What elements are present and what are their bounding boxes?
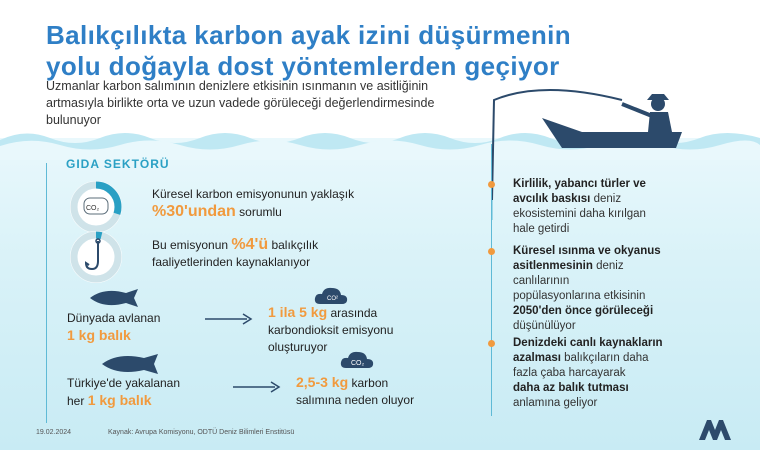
footer-source: Kaynak: Avrupa Komisyonu, ODTÜ Deniz Bilimleri Enstitüsü (108, 429, 295, 436)
stat1-highlight: %30'undan (152, 203, 236, 220)
arrow-icon (205, 312, 255, 326)
cloud-label-1: CO² (327, 296, 338, 302)
bullet-dot-2 (488, 248, 495, 255)
cloud-label-2: CO₂ (351, 360, 365, 367)
right2-rest1: deniz (596, 260, 624, 272)
aa-logo-icon (697, 416, 731, 442)
section-label: GIDA SEKTÖRÜ (66, 157, 170, 171)
stat2-text (152, 236, 318, 271)
left-divider (46, 163, 47, 423)
fish-icon-2 (98, 352, 168, 376)
right2-bold3: 2050'den önce görüleceği (513, 305, 654, 317)
footer-date: 19.02.2024 (36, 429, 72, 436)
right2-rest4: düşünülüyor (513, 320, 576, 332)
right3-bold1: Denizdeki canlı kaynakların (513, 337, 663, 349)
world-result-pre: arasında (330, 306, 378, 320)
right3-rest1: balıkçıların daha (564, 352, 649, 364)
world-line1: Dünyada avlanan (67, 311, 161, 325)
world-result-highlight: 1 ila 5 kg (268, 304, 328, 320)
turkey-text (67, 375, 180, 410)
world-line2: 1 kg balık (67, 327, 131, 343)
right-item-2 (513, 244, 708, 334)
stat2-highlight: %4'ü (231, 236, 269, 253)
hook-donut-chart (66, 227, 126, 287)
stat1-post: sorumlu (239, 205, 282, 219)
co2-icon-label: CO₂ (86, 205, 100, 212)
right-item-3 (513, 336, 708, 411)
turkey-line2-highlight: 1 kg balık (87, 392, 152, 408)
right2-bold2: asitlenmesinin (513, 260, 593, 272)
right1-rest1: deniz (593, 193, 622, 205)
right2-rest3: popülasyonlarına etkisinin (513, 290, 646, 302)
right2-rest2: canlılarının (513, 275, 570, 287)
right3-bold3: daha az balık tutması (513, 382, 629, 394)
right1-bold2: avcılık baskısı (513, 193, 591, 205)
right3-rest2: fazla çaba harcayarak (513, 367, 626, 379)
right1-rest3: hale getirdi (513, 223, 570, 235)
world-result3: oluşturuyor (268, 340, 328, 354)
title-line-2: yolu doğayla dost yöntemlerden geçiyor (46, 51, 560, 81)
stat2-pre: Bu emisyonun (152, 238, 229, 252)
stat1-text (152, 186, 354, 221)
turkey-line1: Türkiye'de yakalanan (67, 376, 181, 390)
right1-bold1: Kirlilik, yabancı türler ve (513, 178, 646, 190)
fish-icon (86, 287, 146, 309)
title-line-1: Balıkçılıkta karbon ayak izini düşürmenin (46, 20, 572, 50)
world-text (67, 310, 160, 345)
turkey-result-post: karbon (351, 376, 389, 390)
stat2-post1: balıkçılık (271, 238, 319, 252)
turkey-result (296, 374, 414, 409)
arrow-icon-2 (233, 380, 283, 394)
stat1-pre: Küresel karbon emisyonunun yaklaşık (152, 187, 355, 201)
bullet-dot-3 (488, 340, 495, 347)
right3-rest3: anlamına geliyor (513, 397, 598, 409)
turkey-result-highlight: 2,5-3 kg (296, 374, 349, 390)
turkey-line2-pre: her (67, 394, 85, 408)
world-result2: karbondioksit emisyonu (268, 323, 394, 337)
right1-rest2: ekosistemini daha kırılgan (513, 208, 646, 220)
subtitle: Uzmanlar karbon salımının denizlere etkisinin ısınmanın ve asitliğinin artmasıyla birlikte orta ve uzun vadede görüleceği değerlendirmesinde bulunuyor (46, 79, 435, 127)
right2-bold1: Küresel ısınma ve okyanus (513, 245, 661, 257)
right-item-1 (513, 177, 708, 237)
right3-bold2: azalması (513, 352, 561, 364)
bullet-dot-1 (488, 181, 495, 188)
stat2-post2: faaliyetlerinden kaynaklanıyor (152, 255, 311, 269)
turkey-result2: salımına neden oluyor (296, 393, 415, 407)
